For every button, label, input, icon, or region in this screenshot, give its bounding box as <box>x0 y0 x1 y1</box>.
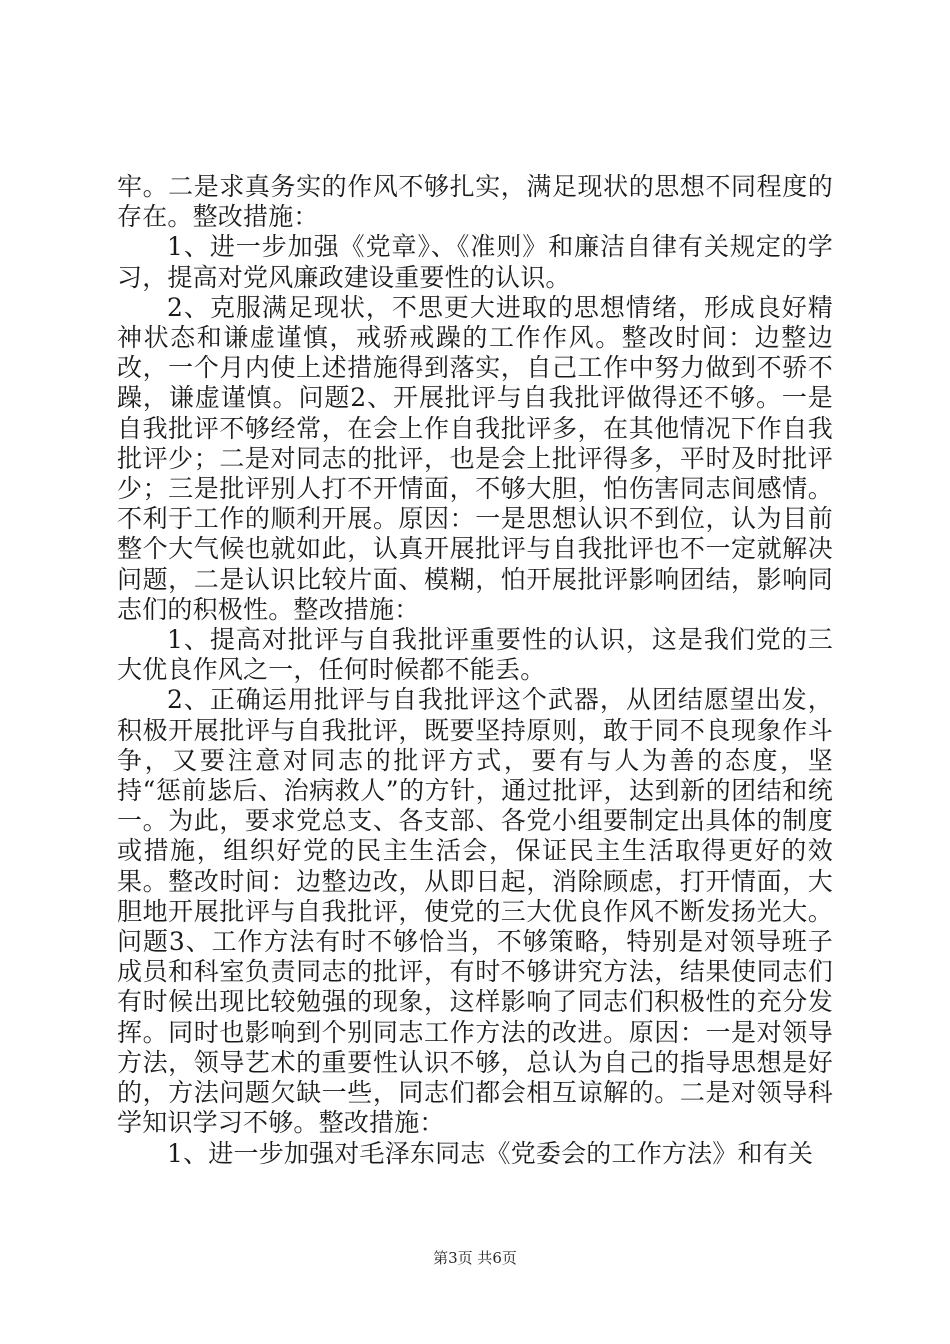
paragraph-6: 1、进一步加强对毛泽东同志《党委会的工作方法》和有关 <box>167 1138 814 1168</box>
paragraph-2: 1、进一步加强《党章》、《准则》和廉洁自律有关规定的学习，提高对党风廉政建设重要性的认识。 <box>117 232 833 292</box>
paragraph-3: 2、克服满足现状，不思更大进取的思想情绪，形成良好精神状态和谦虚谨慎，戒骄戒躁的工作作风。整改时间：边整边改，一个月内使上述措施得到落实，自己工作中努力做到不骄不躁，谦虚谨慎。问题2、开展批评与自我批评做得还不够。一是自我批评不够经常，在会上作自我批评多，在其他情况下作自我批评少；二是对同志的批评，也是会上批评得多，平时及时批评少；三是批评别人打不开情面，不够大胆，怕伤害同志间感情。不利于工作的顺利开展。原因：一是思想认识不到位，认为目前整个大气候也就如此，认真开展批评与自我批评也不一定就解决问题，二是认识比较片面、模糊，怕开展批评影响团结，影响同志们的积极性。整改措施： <box>117 292 833 624</box>
paragraph-4: 1、提高对批评与自我批评重要性的认识，这是我们党的三大优良作风之一，任何时候都不能丢。 <box>117 625 833 685</box>
document-body <box>117 172 833 1169</box>
page-number-footer: 第3页 共6页 <box>433 1249 517 1267</box>
paragraph-5: 2、正确运用批评与自我批评这个武器，从团结愿望出发，积极开展批评与自我批评，既要坚持原则，敢于同不良现象作斗争，又要注意对同志的批评方式，要有与人为善的态度，坚持“惩前毖后、治病救人”的方针，通过批评，达到新的团结和统一。为此，要求党总支、各支部、各党小组要制定出具体的制度或措施，组织好党的民主生活会，保证民主生活取得更好的效果。整改时间：边整边改，从即日起，消除顾虑，打开情面，大胆地开展批评与自我批评，使党的三大优良作风不断发扬光大。问题3、工作方法有时不够恰当，不够策略，特别是对领导班子成员和科室负责同志的批评，有时不够讲究方法，结果使同志们有时候出现比较勉强的现象，这样影响了同志们积极性的充分发挥。同时也影响到个别同志工作方法的改进。原因：一是对领导方法，领导艺术的重要性认识不够，总认为自己的指导思想是好的，方法问题欠缺一些，同志们都会相互谅解的。二是对领导科学知识学习不够。整改措施： <box>117 685 833 1138</box>
paragraph-1: 牢。二是求真务实的作风不够扎实，满足现状的思想不同程度的存在。整改措施： <box>117 172 833 232</box>
